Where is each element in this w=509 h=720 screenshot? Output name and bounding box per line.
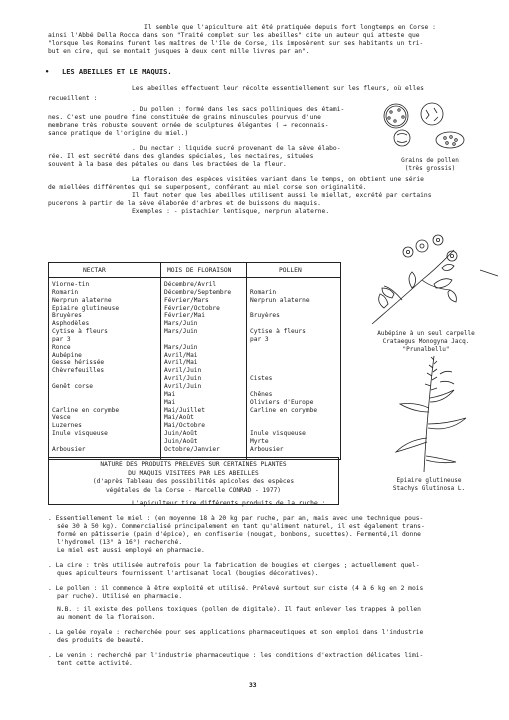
body-line: de miellées différentes qui se superposent, conférant au miel corse son originalité. — [48, 184, 367, 191]
product-line: par ruche). Utilisé en pharmacie. — [57, 593, 183, 600]
table-caption-line: DU MAQUIS VISITEES PAR LES ABEILLES — [128, 469, 259, 477]
body-line: membrane très robuste souvent ornée de sculptures élégantes ( → reconnais- — [48, 122, 329, 129]
body-line: pucerons à partir de la sève élaborée d'arbres et de buissons du maquis. — [48, 200, 321, 207]
product-nb: N.B. : il existe des pollens toxiques (pollen de digitale). Il faut enlever les trappes à pollen — [57, 606, 421, 613]
aubepine-caption-2: Crataegus Monogyna Jacq. — [382, 338, 470, 345]
table-column-nectar: Viorne-tin Romarin Nerprun alaterne Epiaire glutineuse Bruyères Asphodèles Cytise à fleurs par 3 Ronce Aubépine Gesse hérissée Chèvrefeuilles Genêt corse Carline en corymbe Vesce Luzernes Inule visqueuse Arbousier — [52, 281, 120, 453]
table-column-pollen: Romarin Nerprun alaterne Bruyères Cytise à fleurs par 3 Cistes Chênes Oliviers d'Europe Carline en corymbe Inule visqueuse Myrte Arbousier — [250, 288, 318, 453]
body-line: rée. Il est secrété dans des glandes spéciales, les nectaires, situées — [48, 153, 314, 160]
aubepine-caption-3: "Prunalbellu" — [402, 346, 450, 353]
product-line: tent cette activité. — [57, 660, 133, 667]
intro-line-2: ainsi l'Abbé Della Rocca dans son "Traité complet sur les abeilles" cite un auteur qui atteste que — [48, 32, 420, 39]
section-bullet: • — [45, 68, 50, 76]
product-line: au moment de la floraison. — [57, 614, 156, 621]
product-line: Le miel est aussi employé en pharmacie. — [57, 547, 205, 554]
table-caption-line: (d'après Tableau des possibilités apicoles des espèces — [92, 478, 295, 486]
body-line: nes. C'est une poudre fine constituée de grains minuscules pourvus d'une — [48, 114, 321, 121]
aubepine-caption-1: Aubépine à un seul carpelle — [377, 330, 475, 337]
body-line: Les abeilles effectuent leur récolte essentiellement sur les fleurs, où elles — [132, 85, 424, 92]
epiaire-illustration — [380, 352, 490, 474]
intro-line-3: "lorsque les Romains furent les maîtres de l'île de Corse, ils imposèrent sur ses habitants un tri- — [48, 40, 424, 47]
product-venin: . Le venin : recherché par l'industrie pharmaceutique : les conditions d'extraction délicates limi- — [48, 652, 424, 659]
table-header-rule — [49, 277, 340, 278]
intro-line-1: Il semble que l'apiculture ait été pratiquée depuis fort longtemps en Corse : — [144, 24, 436, 31]
page-number: 33 — [249, 682, 257, 689]
epiaire-caption-1: Epiaire glutineuse — [396, 477, 462, 484]
table-caption — [48, 457, 339, 505]
section-title: LES ABEILLES ET LE MAQUIS. — [62, 68, 172, 76]
aubepine-illustration — [362, 228, 500, 328]
intro-line-4: but en cire, qui se montait jusques à deux cent mille livres par an". — [48, 48, 310, 55]
pollen-grains-illustration — [376, 100, 476, 152]
body-line: La floraison des espèces visitées variant dans le temps, on obtient une série — [132, 176, 424, 183]
table-column-mois: Décembre/Avril Décembre/Septembre Février/Mars Février/Octobre Février/Mai Mars/Juin Mars/Juin Mars/Juin Avril/Mai Avril/Mai Avril/Juin Avril/Juin Avril/Juin Mai Mai Mai/Juillet Mai/Août Mai/Octobre Juin/Août Juin/Août Octobre/Janvier — [164, 281, 232, 453]
product-line: des produits de beauté. — [57, 637, 145, 644]
body-line: sance pratique de l'origine du miel.) — [48, 130, 189, 137]
pollen-caption-2: (très grossis) — [404, 165, 456, 172]
body-line: souvent à la base des pétales ou dans les bractées de la fleur. — [48, 161, 287, 168]
nectar-pollen-table — [48, 262, 341, 460]
nectar-paragraph: . Du nectar : liquide sucré provenant de la sève élabo- — [132, 145, 341, 152]
product-line: sée 30 à 50 kg). Commercialisé principalement en tant qu'aliment naturel, il est également trans- — [57, 523, 425, 530]
product-gelee-royale: . La gelée royale : recherchée pour ses applications pharmaceutiques et son emploi dans l'industrie — [48, 629, 424, 636]
table-caption-line: NATURE DES PRODUITS PRELEVES SUR CERTAINES PLANTES — [100, 461, 287, 468]
product-line: ques apiculteurs fournissent l'artisanat local (bougies décoratives). — [57, 570, 319, 577]
table-header-pollen: POLLEN — [279, 267, 302, 274]
product-line: formé en pâtisserie (pain d'épice), en confiserie (nougat, bonbons, sucettes). Fermenté,il donne — [57, 531, 421, 538]
products-intro: L'apiculteur tire différents produits de la ruche : — [132, 500, 326, 507]
table-divider — [246, 263, 247, 459]
pollen-paragraph: . Du pollen : formé dans les sacs polliniques des étami- — [132, 106, 345, 113]
product-line: l'hydromel (13° à 16°) recherché. — [57, 539, 183, 546]
body-line: Il faut noter que les abeilles utilisent aussi le miellat, excrété par certains — [132, 192, 432, 199]
table-divider — [160, 263, 161, 459]
epiaire-caption-2: Stachys Glutinosa L. — [392, 485, 466, 492]
table-caption-line: végétales de la Corse - Marcelle CONRAD - 1977) — [105, 486, 282, 494]
body-line: recueillent : — [48, 95, 98, 102]
product-miel: . Essentiellement le miel : (en moyenne 18 à 20 kg par ruche, par an, mais avec une technique pous- — [48, 515, 424, 522]
product-pollen: . Le pollen : il commence à être exploité et utilisé. Prélevé surtout sur ciste (4 à 6 kg en 2 mois — [48, 585, 424, 592]
product-cire: . La cire : très utilisée autrefois pour la fabrication de bougies et cierges ; actuellement quel- — [48, 562, 420, 569]
table-header-nectar: NECTAR — [83, 267, 106, 274]
body-line: Exemples : - pistachier lentisque, nerprun alaterne. — [132, 208, 330, 215]
pollen-caption-1: Grains de pollen — [401, 157, 459, 164]
table-header-mois: MOIS DE FLORAISON — [167, 267, 232, 274]
